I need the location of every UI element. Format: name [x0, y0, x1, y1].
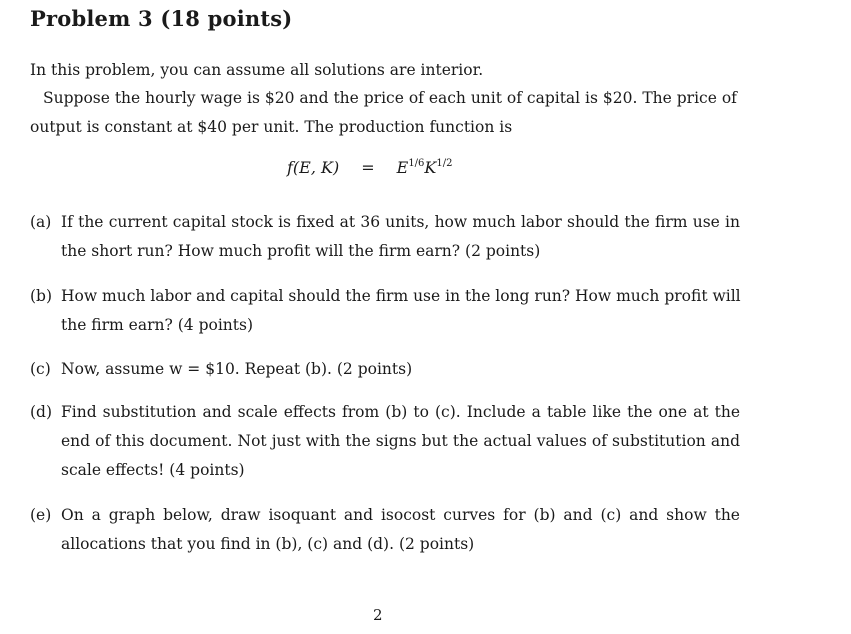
question-label: (d)	[30, 403, 53, 421]
question-e	[30, 501, 740, 559]
question-d	[30, 398, 740, 485]
question-line: Find substitution and scale effects from (b) to (c). Include a table like the one at the	[61, 403, 740, 421]
question-text	[61, 208, 740, 266]
question-label: (c)	[30, 360, 51, 378]
question-text	[61, 355, 740, 384]
question-line: Now, assume w = $10. Repeat (b). (2 points)	[61, 360, 413, 378]
production-function-equation	[287, 158, 452, 177]
question-line: the firm earn? (4 points)	[61, 316, 253, 334]
question-text	[61, 501, 740, 559]
question-line: allocations that you find in (b), (c) and (d). (2 points)	[61, 535, 475, 553]
question-line: On a graph below, draw isoquant and isocost curves for (b) and (c) and show the	[61, 506, 740, 524]
equation-base-k: K	[424, 158, 437, 177]
question-a	[30, 208, 740, 266]
intro-line-3: output is constant at $40 per unit. The production function is	[30, 118, 513, 136]
equation-lhs: f(E, K)	[287, 158, 340, 177]
question-line: end of this document. Not just with the signs but the actual values of substitution and	[61, 432, 740, 450]
question-line: How much labor and capital should the firm use in the long run? How much profit will	[61, 287, 741, 305]
intro-line-1: In this problem, you can assume all solutions are interior.	[30, 61, 484, 79]
question-c	[30, 355, 740, 384]
question-label: (b)	[30, 287, 53, 305]
equation-exp-e: 1/6	[408, 158, 425, 169]
intro-line-2: Suppose the hourly wage is $20 and the price of each unit of capital is $20. The price of	[43, 89, 737, 107]
question-text	[61, 282, 740, 340]
question-b	[30, 282, 740, 340]
page-number: 2	[373, 606, 383, 624]
question-label: (e)	[30, 506, 52, 524]
equation-exp-k: 1/2	[436, 158, 453, 169]
question-line: the short run? How much profit will the firm earn? (2 points)	[61, 242, 541, 260]
equation-sign: =	[361, 158, 375, 177]
equation-base-e: E	[396, 158, 409, 177]
question-label: (a)	[30, 213, 52, 231]
question-line: scale effects! (4 points)	[61, 461, 245, 479]
question-line: If the current capital stock is fixed at 36 units, how much labor should the firm use in	[61, 213, 740, 231]
question-text	[61, 398, 740, 485]
problem-title: Problem 3 (18 points)	[30, 6, 293, 31]
